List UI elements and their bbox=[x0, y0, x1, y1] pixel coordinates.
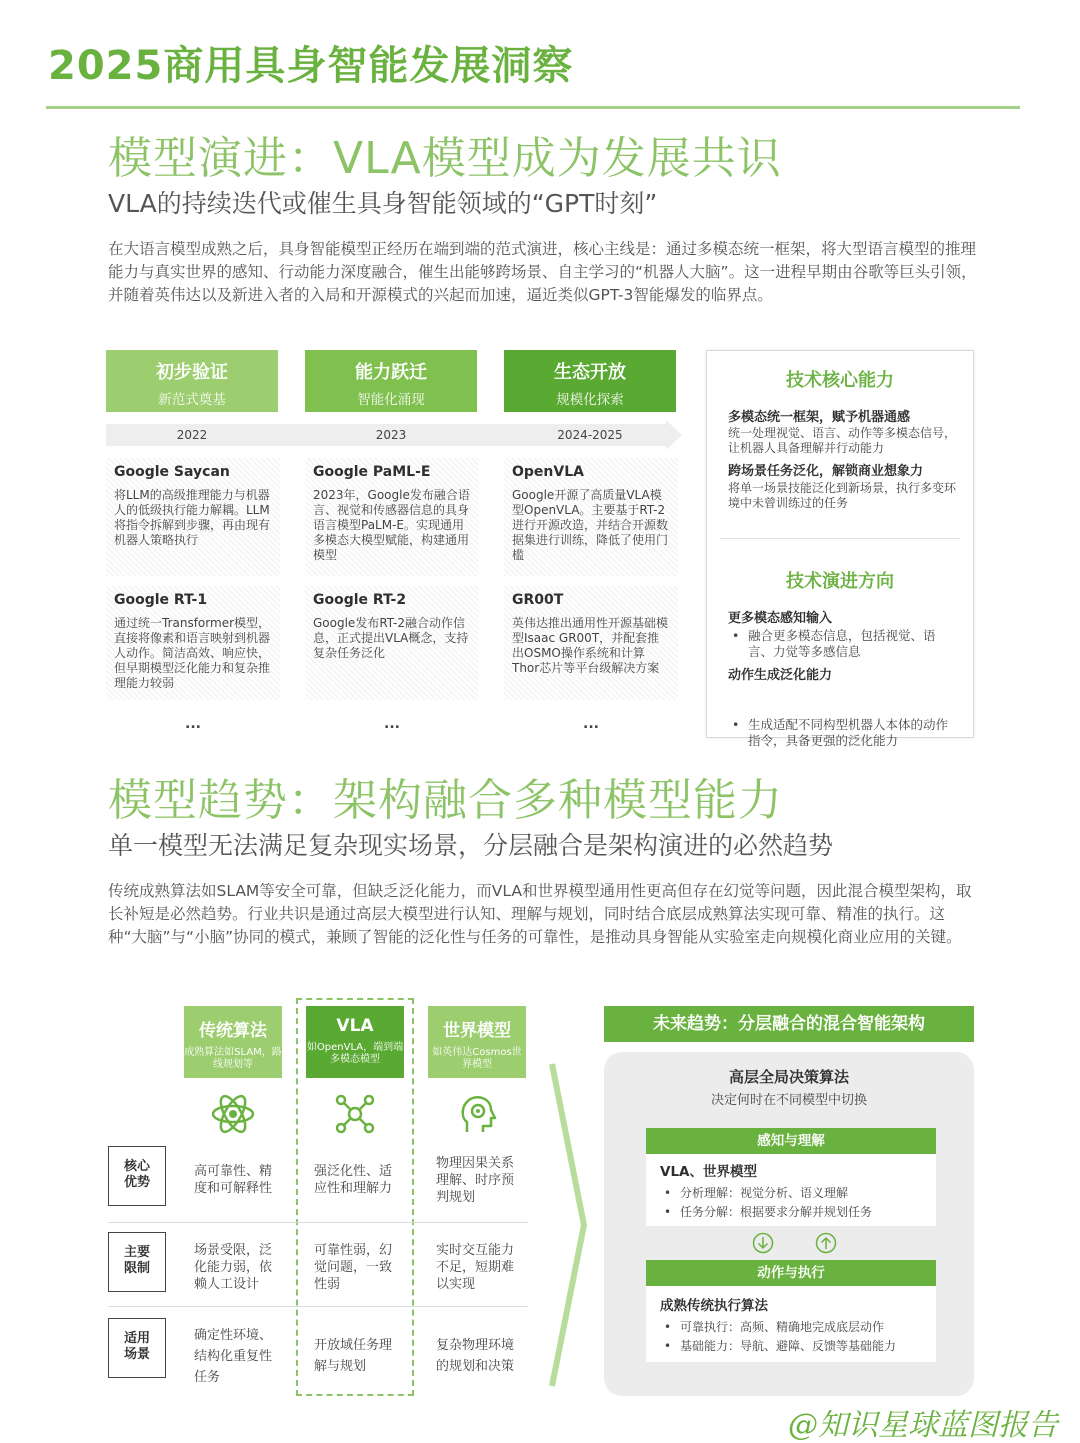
panel-item-desc: 统一处理视觉、语言、动作等多模态信号，让机器人具备理解并行动能力 bbox=[728, 426, 957, 455]
action-bar: 动作与执行 bbox=[646, 1260, 936, 1286]
table-cell: 场景受限，泛化能力弱，依赖人工设计 bbox=[194, 1243, 273, 1292]
stage-title: 能力跃迁 bbox=[355, 362, 427, 383]
panel-divider bbox=[720, 538, 960, 539]
model-card-title: Google Saycan bbox=[114, 464, 230, 480]
column-subtitle: 成熟算法如SLAM，路线规划等 bbox=[184, 1047, 282, 1070]
panel-item-title: 更多模态感知输入 bbox=[728, 611, 833, 626]
model-card bbox=[106, 458, 280, 576]
model-card bbox=[504, 586, 678, 700]
panel-bullet: • 融合更多模态信息，包括视觉、语言、力觉等多感信息 bbox=[730, 628, 960, 660]
stage-header-2023 bbox=[305, 350, 477, 412]
perception-bar: 感知与理解 bbox=[646, 1128, 936, 1154]
row-label-advantages bbox=[108, 1146, 166, 1206]
column-title: VLA bbox=[336, 1016, 374, 1036]
table-cell: 物理因果关系理解、时序预判规划 bbox=[436, 1156, 515, 1205]
row-divider bbox=[108, 1306, 528, 1307]
timeline-year: 2024-2025 bbox=[557, 428, 623, 442]
model-card-desc: 2023年，Google发布融合语言、视觉和传感器信息的具身语言模型PaLM-E。实现通用多模态大模型赋能，构建通用模型 bbox=[313, 488, 470, 562]
atom-icon bbox=[184, 1090, 282, 1140]
panel-item-title: 跨场景任务泛化，解锁商业想象力 bbox=[728, 464, 924, 479]
brain-head-icon bbox=[428, 1090, 526, 1140]
column-header-traditional bbox=[184, 1006, 282, 1078]
table-cell: 高可靠性、精度和可解释性 bbox=[194, 1164, 273, 1196]
column-header-world-model bbox=[428, 1006, 526, 1078]
model-card-desc: Google开源了高质量VLA模型OpenVLA。主要基于RT-2进行开源改造，并结合开源数据集进行训练，降低了使用门槛 bbox=[512, 488, 669, 562]
chevron-right-icon bbox=[548, 1060, 588, 1394]
timeline-year: 2023 bbox=[375, 428, 407, 442]
model-card-desc: 通过统一Transformer模型，直接将像素和语言映射到机器人动作。简洁高效、响应快，但早期模型泛化能力和复杂推理能力较弱 bbox=[114, 616, 271, 690]
row-label-text: 核心优势 bbox=[123, 1159, 150, 1190]
action-box bbox=[646, 1286, 936, 1362]
table-cell: 实时交互能力不足，短期难以实现 bbox=[436, 1243, 515, 1292]
arrow-up-circle-icon bbox=[815, 1232, 837, 1258]
perception-title: VLA、世界模型 bbox=[660, 1164, 757, 1180]
perception-item: • 任务分解：根据要求分解并规划任务 bbox=[660, 1203, 922, 1222]
model-card-desc: Google发布RT-2融合动作信息，正式提出VLA概念，支持复杂任务泛化 bbox=[313, 616, 469, 660]
action-title: 成熟传统执行算法 bbox=[660, 1298, 768, 1314]
table-cell: 可靠性弱，幻觉问题，一致性弱 bbox=[314, 1243, 393, 1292]
panel-item-desc: 将单一场景技能泛化到新场景，执行多变环境中未曾训练过的任务 bbox=[728, 481, 957, 510]
section1-title: 模型演进：VLA模型成为发展共识 bbox=[108, 133, 782, 184]
panel-heading-core: 技术核心能力 bbox=[786, 370, 894, 391]
decision-layer bbox=[604, 1066, 974, 1108]
row-label-text: 适用场景 bbox=[123, 1331, 150, 1362]
panel-heading-direction: 技术演进方向 bbox=[786, 571, 894, 592]
model-card-title: OpenVLA bbox=[512, 464, 584, 480]
action-item: • 基础能力：导航、避障、反馈等基础能力 bbox=[660, 1337, 922, 1356]
panel-bullet: • 生成适配不同构型机器人本体的动作指令，具备更强的泛化能力 bbox=[730, 717, 960, 749]
perception-item: • 分析理解：视觉分析、语义理解 bbox=[660, 1184, 922, 1203]
decision-desc: 决定何时在不同模型中切换 bbox=[710, 1093, 867, 1108]
table-cell: 复杂物理环境的规划和决策 bbox=[436, 1338, 515, 1374]
model-card bbox=[106, 586, 280, 700]
row-label-limitations bbox=[108, 1232, 166, 1292]
ellipsis: ... bbox=[384, 716, 400, 732]
column-subtitle: 如英伟达Cosmos世界模型 bbox=[432, 1047, 522, 1070]
title-divider bbox=[46, 106, 1020, 109]
column-title: 传统算法 bbox=[199, 1021, 267, 1041]
panel-item-title: 多模态统一框架，赋予机器通感 bbox=[728, 410, 911, 425]
row-label-text: 主要限制 bbox=[123, 1245, 150, 1276]
table-cell: 确定性环境、结构化重复性任务 bbox=[194, 1328, 273, 1385]
model-card-title: Google RT-2 bbox=[313, 592, 407, 608]
panel-item-title: 动作生成泛化能力 bbox=[728, 668, 833, 683]
model-card-title: Google RT-1 bbox=[114, 592, 208, 608]
row-label-scenarios bbox=[108, 1318, 166, 1378]
model-card-desc: 英伟达推出通用性开源基础模型Isaac GR00T，并配套推出OSMO操作系统和计算Thor芯片等平台级解决方案 bbox=[512, 616, 669, 675]
section1-subtitle: VLA的持续迭代或催生具身智能领域的“GPT时刻” bbox=[108, 189, 658, 218]
stage-subtitle: 规模化探索 bbox=[556, 392, 624, 408]
model-card-desc: 将LLM的高级推理能力与机器人的低级执行能力解耦。LLM将指令拆解到步骤，再由现有机器人策略执行 bbox=[114, 488, 271, 547]
model-card bbox=[305, 458, 479, 576]
table-cell: 强泛化性、适应性和理解力 bbox=[314, 1164, 393, 1196]
table-cell: 开放域任务理解与规划 bbox=[314, 1338, 393, 1374]
timeline-year: 2022 bbox=[176, 428, 208, 442]
ellipsis: ... bbox=[583, 716, 599, 732]
stage-title: 生态开放 bbox=[554, 362, 626, 383]
section2-paragraph: 传统成熟算法如SLAM等安全可靠，但缺乏泛化能力，而VLA和世界模型通用性更高但存在幻觉等问题，因此混合模型架构，取长补短是必然趋势。行业共识是通过高层大模型进行认知、理解与规划，同时结合底层成熟算法实现可靠、精准的执行。这种“大脑”与“小脑”协同的模式，兼顾了智能的泛化性与任务的可靠性，是推动具身智能从实验室走向规模化商业应用的关键。 bbox=[108, 882, 972, 946]
section2-subtitle: 单一模型无法满足复杂现实场景，分层融合是架构演进的必然趋势 bbox=[108, 831, 834, 860]
stage-header-2024 bbox=[504, 350, 676, 412]
row-divider bbox=[108, 1222, 528, 1223]
column-subtitle: 如OpenVLA，端到端多模态模型 bbox=[306, 1042, 404, 1065]
report-title: 2025商用具身智能发展洞察 bbox=[48, 43, 574, 89]
stage-subtitle: 智能化涌现 bbox=[357, 392, 425, 408]
stage-header-2022 bbox=[106, 350, 278, 412]
stage-subtitle: 新范式奠基 bbox=[158, 392, 226, 408]
perception-box bbox=[646, 1154, 936, 1226]
model-card bbox=[305, 586, 479, 700]
ellipsis: ... bbox=[185, 716, 201, 732]
action-item: • 可靠执行：高频、精确地完成底层动作 bbox=[660, 1318, 922, 1337]
future-trend-heading: 未来趋势：分层融合的混合智能架构 bbox=[604, 1006, 974, 1042]
model-card-title: GR00T bbox=[512, 592, 564, 608]
stage-title: 初步验证 bbox=[156, 362, 228, 383]
arrow-down-circle-icon bbox=[752, 1232, 774, 1258]
model-card-title: Google PaML-E bbox=[313, 464, 431, 480]
column-title: 世界模型 bbox=[443, 1021, 511, 1041]
model-card bbox=[504, 458, 678, 576]
section2-title: 模型趋势：架构融合多种模型能力 bbox=[108, 775, 783, 826]
decision-title: 高层全局决策算法 bbox=[728, 1068, 849, 1086]
network-icon bbox=[306, 1090, 404, 1140]
section1-paragraph: 在大语言模型成熟之后，具身智能模型正经历在端到端的范式演进，核心主线是：通过多模态统一框架，将大型语言模型的推理能力与真实世界的感知、行动能力深度融合，催生出能够跨场景、自主学习的“机器人大脑”。这一进程早期由谷歌等巨头引领，并随着英伟达以及新进入者的入局和开源模式的兴起而加速，逼近类似GPT-3智能爆发的临界点。 bbox=[108, 240, 977, 304]
watermark: @知识星球蓝图报告 bbox=[788, 1408, 1058, 1443]
